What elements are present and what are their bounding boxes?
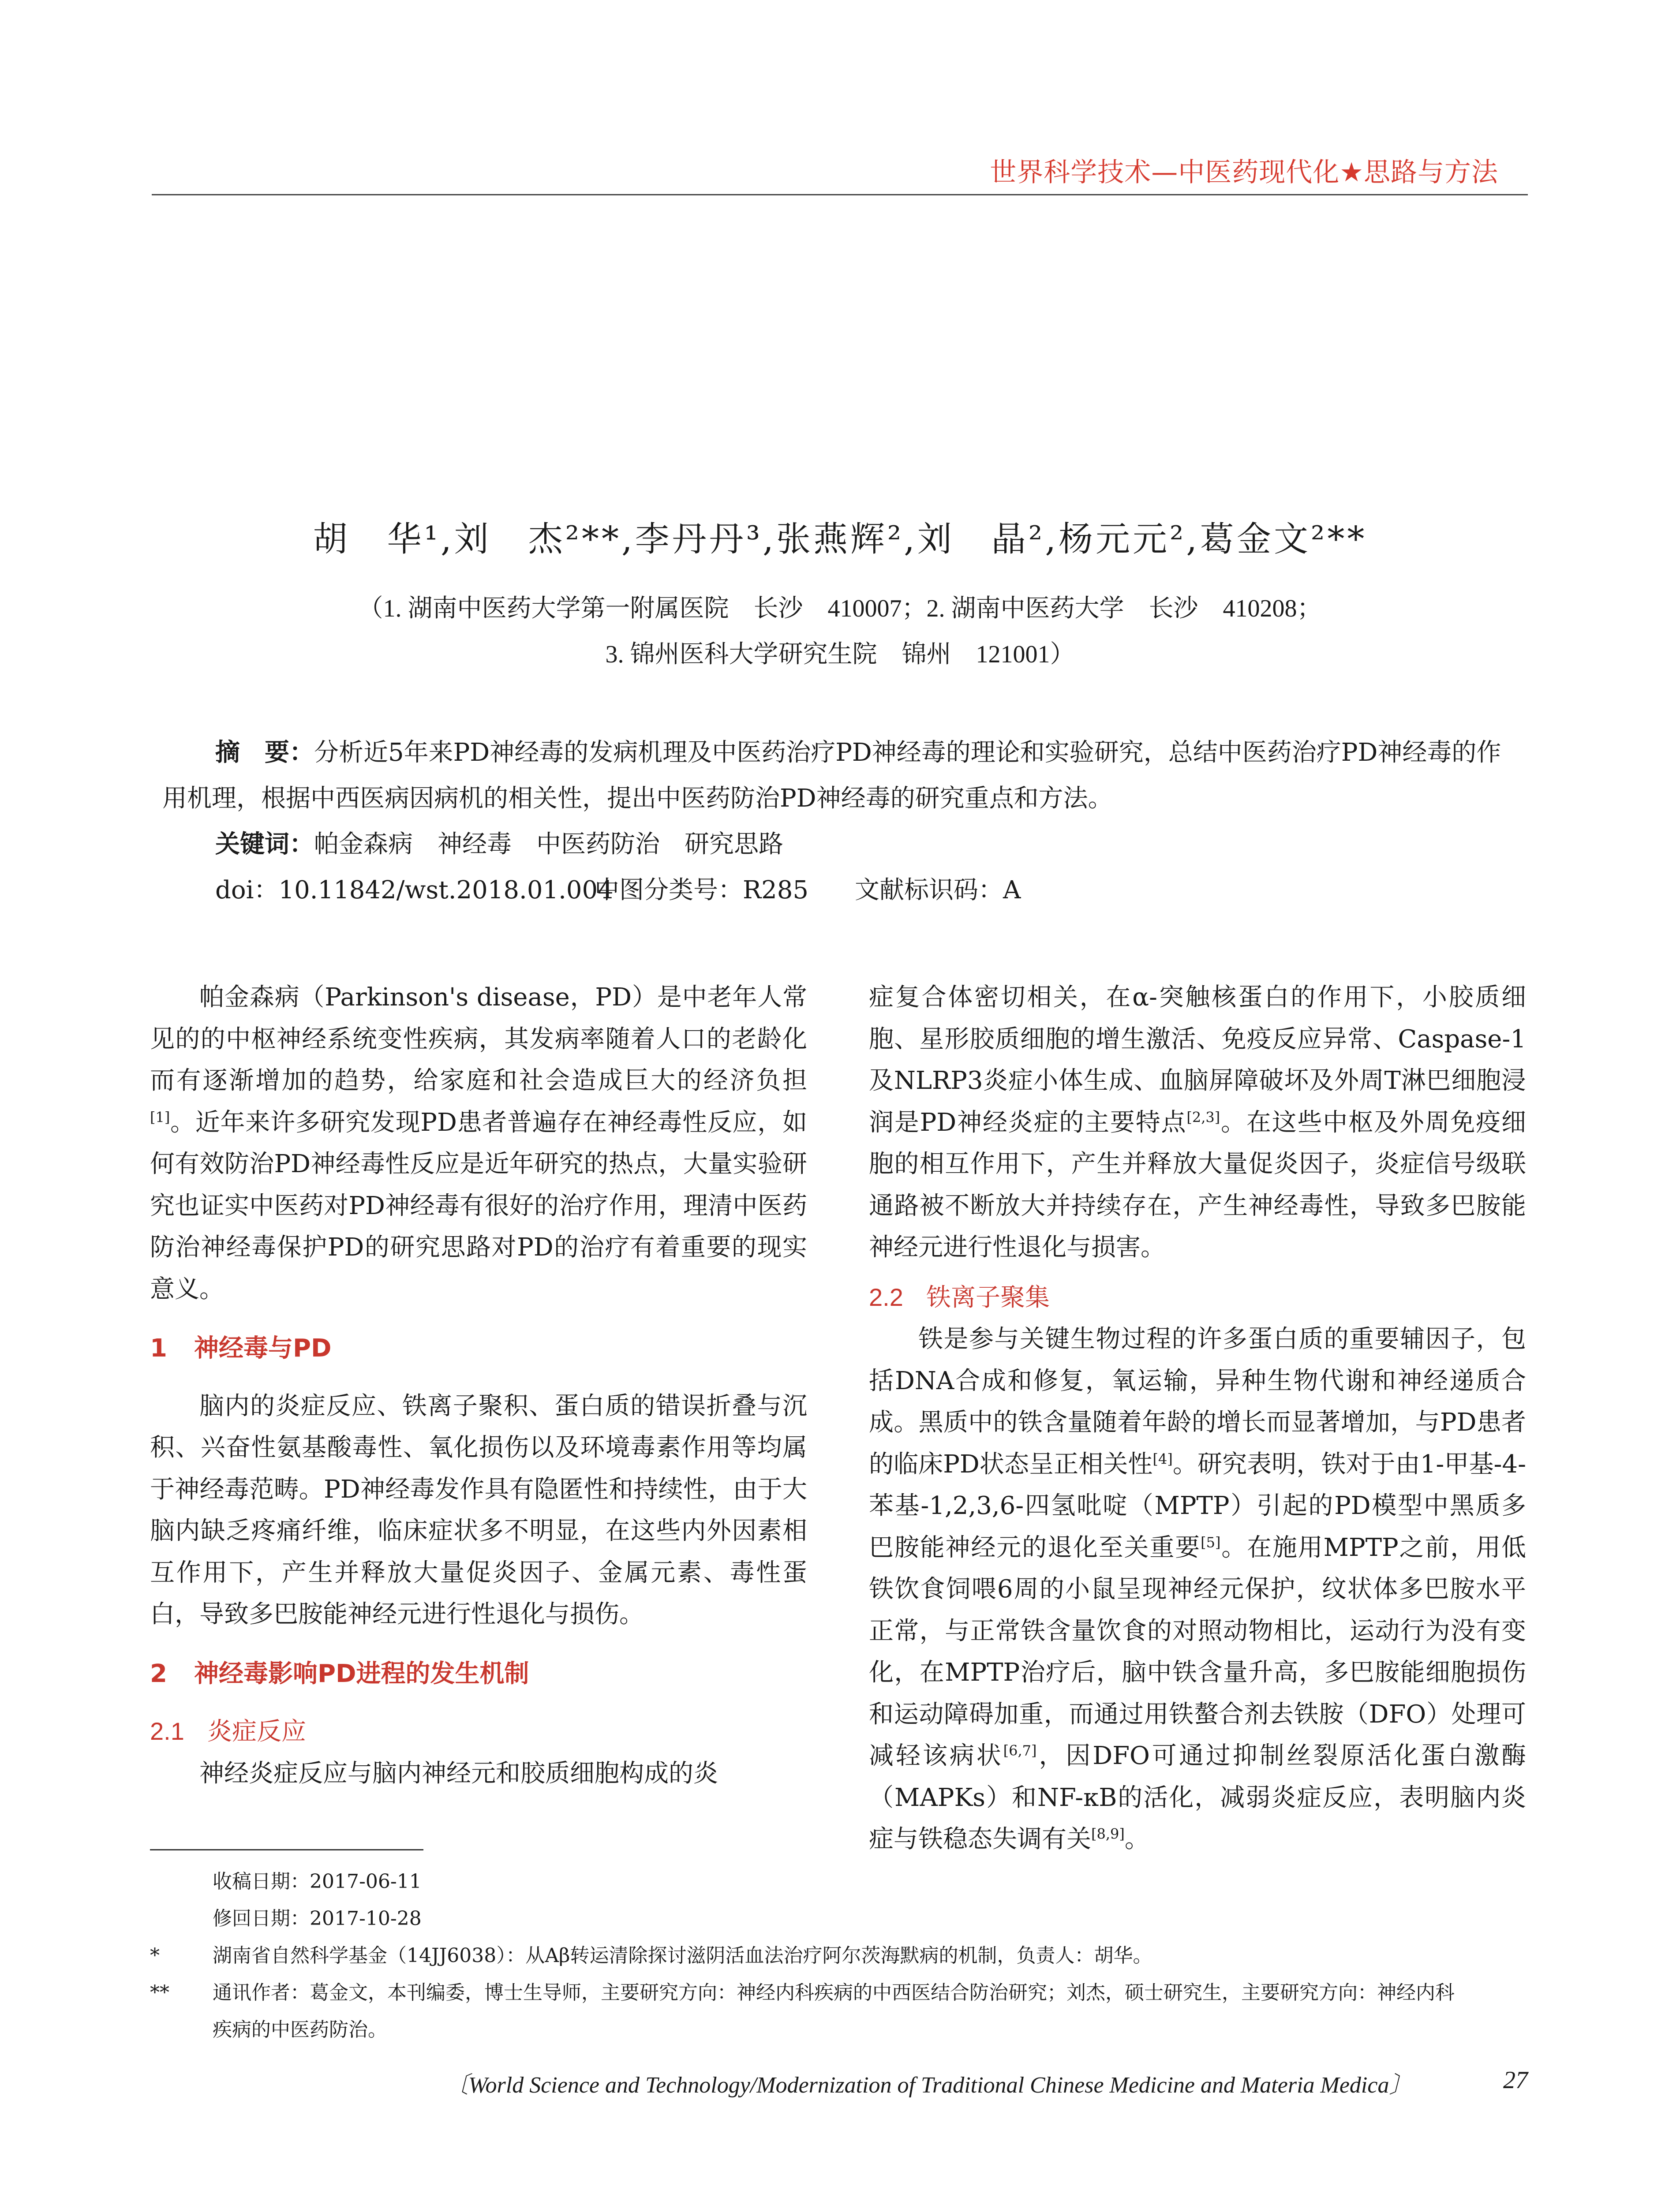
section-number: 2 — [150, 1659, 167, 1688]
keywords-text: 帕金森病 神经毒 中医药防治 研究思路 — [314, 830, 783, 859]
keywords-line — [162, 822, 1512, 867]
abstract-text: 分析近5年来PD神经毒的发病机理及中医药治疗PD神经毒的理论和实验研究，总结中医药治疗PD神经毒的作用机理，根据中西医病因病机的相关性，提出中医药防治PD神经毒的研究重点和方法。 — [162, 738, 1501, 813]
affiliation-line-1: （1. 湖南中医药大学第一附属医院 长沙 410007；2. 湖南中医药大学 长沙 410208； — [358, 595, 1322, 622]
clc-number: 中图分类号：R285 — [595, 876, 809, 904]
doi-line — [162, 867, 1512, 913]
citation-ref: [2,3] — [1186, 1108, 1220, 1125]
subsection-title: 铁离子聚集 — [926, 1283, 1050, 1312]
footnote-rule — [150, 1849, 423, 1850]
header-rule — [152, 194, 1528, 195]
citation-ref: [8,9] — [1091, 1825, 1125, 1842]
citation-ref: [6,7] — [1003, 1742, 1037, 1759]
paragraph-text: 。在这些中枢及外周免疫细胞的相互作用下，产生并释放大量促炎因子，炎症信号级联通路被不断放大并持续存在，产生神经毒性，导致多巴胺能神经元进行性退化与损害。 — [869, 1108, 1527, 1262]
section-2-2-paragraph — [869, 1319, 1526, 1861]
abstract-paragraph — [162, 730, 1512, 822]
fund-note: 湖南省自然科学基金（14JJ6038）：从Aβ转运清除探讨滋阴活血法治疗阿尔茨海默病的机制，负责人：胡华。 — [213, 1944, 1152, 1967]
paragraph-text: 铁是参与关键生物过程的许多蛋白质的重要辅因子，包括DNA合成和修复，氧运输，异种生物代谢和神经递质合成。黑质中的铁含量随着年龄的增长而显著增加，与PD患者的临床PD状态呈正相关性 — [869, 1325, 1526, 1479]
corresponding-note-line-2: 疾病的中医药防治。 — [213, 2018, 387, 2041]
section-heading-1 — [150, 1328, 807, 1370]
citation-ref: [1] — [150, 1108, 170, 1125]
subsection-number: 2.1 — [150, 1717, 184, 1745]
section-number: 1 — [150, 1334, 167, 1363]
section-heading-2 — [150, 1653, 807, 1695]
paragraph-text: 。 — [1124, 1825, 1149, 1854]
subsection-title: 炎症反应 — [207, 1717, 306, 1746]
author-list: 胡 华¹,刘 杰²**,李丹丹³,张燕辉²,刘 晶²,杨元元²,葛金文²** — [313, 519, 1367, 559]
abstract-block — [162, 730, 1512, 913]
document-code: 文献标识码：A — [855, 876, 1021, 904]
intro-text-a: 帕金森病（Parkinson's disease，PD）是中老年人常见的的中枢神经系统变性疾病，其发病率随着人口的老龄化而有逐渐增加的趋势，给家庭和社会造成巨大的经济负担 — [150, 983, 807, 1095]
subsection-heading-2-2 — [869, 1277, 1526, 1319]
page-number: 27 — [1503, 2067, 1528, 2094]
abstract-label: 摘 要： — [215, 738, 314, 767]
journal-header: 世界科学技术—中医药现代化★思路与方法 — [990, 157, 1498, 188]
journal-citation-footer: 〔World Science and Technology/Modernization of Traditional Chinese Medicine and Materia Medica〕 — [445, 2073, 1412, 2098]
subsection-number: 2.2 — [869, 1283, 903, 1311]
citation-ref: [4] — [1152, 1450, 1173, 1467]
paragraph-text: 。在施用MPTP之前，用低铁饮食饲喂6周的小鼠呈现神经元保护，纹状体多巴胺水平正常，与正常铁含量饮食的对照动物相比，运动行为没有变化，在MPTP治疗后，脑中铁含量升高，多巴胺能细胞损伤和运动障碍加重，而通过用铁螯合剂去铁胺（DFO）处理可减轻该病状 — [869, 1533, 1526, 1770]
right-column — [869, 977, 1526, 1861]
paragraph-text: 症复合体密切相关，在α-突触核蛋白的作用下，小胶质细胞、星形胶质细胞的增生激活、免疫反应异常、Caspase-1及NLRP3炎症小体生成、血脑屏障破坏及外周T淋巴细胞浸润是PD神经炎症的主要特点 — [869, 983, 1526, 1137]
section-2-1-paragraph: 神经炎症反应与脑内神经元和胶质细胞构成的炎 — [199, 1759, 718, 1788]
received-date: 收稿日期：2017-06-11 — [213, 1870, 422, 1893]
section-2-1-continued — [869, 977, 1526, 1269]
citation-ref: [5] — [1201, 1533, 1221, 1551]
fund-marker: * — [150, 1944, 160, 1967]
intro-text-b: 。近年来许多研究发现PD患者普遍存在神经毒性反应，如何有效防治PD神经毒性反应是近年研究的热点，大量实验研究也证实中医药对PD神经毒有很好的治疗作用，理清中医药防治神经毒保护PD的研究思路对PD的治疗有着重要的现实意义。 — [150, 1108, 807, 1304]
paragraph-text: ，因DFO可通过抑制丝裂原活化蛋白激酶（MAPKs）和NF-κB的活化，减弱炎症反应，表明脑内炎症与铁稳态失调有关 — [869, 1742, 1526, 1854]
revised-date: 修回日期：2017-10-28 — [213, 1907, 422, 1930]
subsection-heading-2-1 — [150, 1711, 807, 1753]
doi: doi：10.11842/wst.2018.01.004 — [215, 876, 614, 904]
affiliation-line-2: 3. 锦州医科大学研究生院 锦州 121001） — [605, 641, 1075, 668]
section-title: 神经毒影响PD进程的发生机制 — [194, 1659, 529, 1688]
affiliations — [0, 586, 1680, 677]
section-title: 神经毒与PD — [194, 1334, 332, 1363]
paragraph-text: 。研究表明，铁对于由1-甲基-4-苯基-1,2,3,6-四氢吡啶（MPTP）引起的PD模型中黑质多巴胺能神经元的退化至关重要 — [869, 1450, 1527, 1562]
corresponding-marker: ** — [150, 1981, 169, 2004]
keywords-label: 关键词： — [215, 830, 314, 859]
left-column — [150, 977, 807, 1794]
section-1-paragraph: 脑内的炎症反应、铁离子聚积、蛋白质的错误折叠与沉积、兴奋性氨基酸毒性、氧化损伤以及环境毒素作用等均属于神经毒范畴。PD神经毒发作具有隐匿性和持续性，由于大脑内缺乏疼痛纤维，临床症状多不明显，在这些内外因素相互作用下，产生并释放大量促炎因子、金属元素、毒性蛋白，导致多巴胺能神经元进行性退化与损伤。 — [150, 1391, 807, 1629]
corresponding-note-line-1: 通讯作者：葛金文，本刊编委，博士生导师，主要研究方向：神经内科疾病的中西医结合防治研究；刘杰，硕士研究生，主要研究方向：神经内科 — [213, 1981, 1455, 2004]
intro-paragraph — [150, 977, 807, 1310]
